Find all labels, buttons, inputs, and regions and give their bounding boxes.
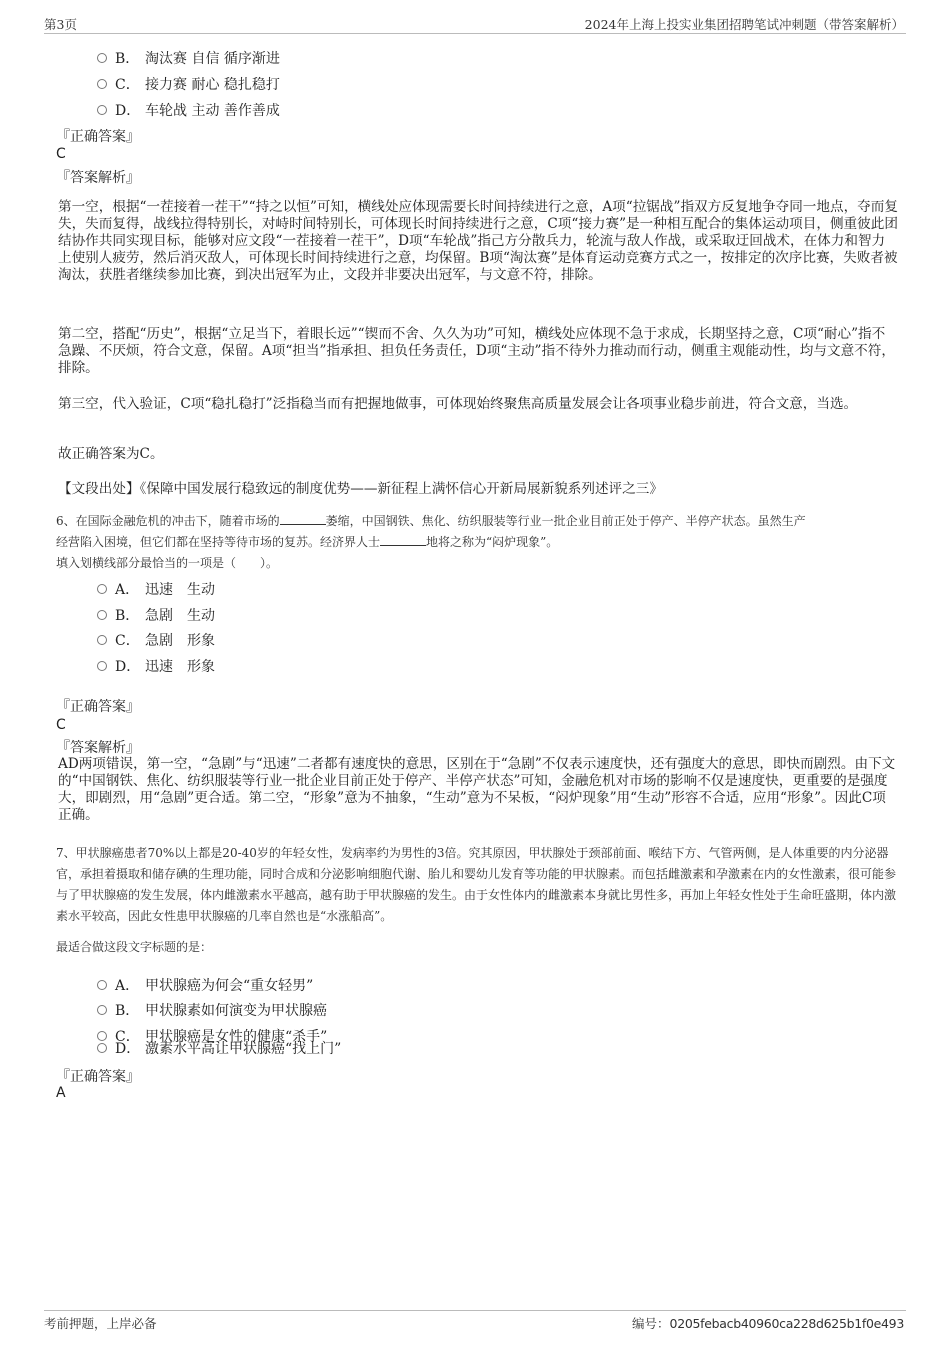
q6-stem xyxy=(56,511,906,574)
option-text: 迅速 形象 xyxy=(145,659,215,675)
option-text: 甲状腺素如何演变为甲状腺癌 xyxy=(145,1003,327,1019)
footer-slogan: 考前押题，上岸必备 xyxy=(44,1316,157,1331)
q5-analysis-paragraph-1: 第一空，根据“一茬接着一茬干”“持之以恒”可知，横线处应体现需要长时间持续进行之意，A项“拉锯战”指双方反复地争夺同一地点，夺而复失，失而复得，战线拉得特别长，对峙时间特别长，可体现长时间持续进行之意，C项“接力赛”是一种相互配合的集体运动项目，侧重彼此团结协作共同实现目标，能够对应文段“一茬接着一茬干”，D项“车轮战”指己方分散兵力，轮流与敌人作战，或采取迂回战术，在体力和智力上使别人疲劳，然后消灭敌人，可体现长时间持续进行之意，均保留。B项“淘汰赛”是体育运动竞赛方式之一，按排定的次序比赛，失败者被淘汰，获胜者继续参加比赛，到决出冠军为止，文段并非要决出冠军，与文意不符，排除。 xyxy=(58,199,898,283)
q5-answer-label: 『正确答案』 xyxy=(56,129,140,145)
q5-analysis-paragraph-3: 第三空，代入验证，C项“稳扎稳打”泛指稳当而有把握地做事，可体现始终聚焦高质量发展会让各项事业稳步前进，符合文意，当选。 xyxy=(58,396,858,412)
q5-source: 【文段出处】《保障中国发展行稳致远的制度优势——新征程上满怀信心开新局展新貌系列述评之三》 xyxy=(58,481,663,497)
radio-icon[interactable] xyxy=(97,105,107,115)
option-text: 急剧 形象 xyxy=(145,633,215,649)
option-letter: C． xyxy=(115,77,140,93)
radio-icon[interactable] xyxy=(97,1005,107,1015)
option-letter: D． xyxy=(115,1041,141,1057)
q6-answer-label: 『正确答案』 xyxy=(56,699,140,715)
option-text: 淘汰赛 自信 循序渐进 xyxy=(145,51,280,67)
option-letter: A． xyxy=(115,978,140,994)
q6-analysis-label: 『答案解析』 xyxy=(56,740,140,756)
option-text: 激素水平高让甲状腺癌“找上门” xyxy=(145,1041,342,1057)
code-label: 编号： xyxy=(632,1316,670,1331)
option-letter: C． xyxy=(115,633,140,649)
fill-blank xyxy=(280,512,326,525)
q6-instruction: 填入划横线部分最恰当的一项是（ ）。 xyxy=(56,556,279,570)
q7-answer: A xyxy=(56,1085,66,1101)
fill-blank xyxy=(380,533,426,546)
option-letter: B． xyxy=(115,51,140,67)
radio-icon[interactable] xyxy=(97,635,107,645)
radio-icon[interactable] xyxy=(97,584,107,594)
page-number: 第3页 xyxy=(44,17,77,32)
q7-stem: 7、甲状腺癌患者70%以上都是20-40岁的年轻女性，发病率约为男性的3倍。究其原因，甲状腺处于颈部前面、喉结下方、气管两侧，是人体重要的内分泌器官，承担着摄取和储存碘的生理功能，同时合成和分泌影响细胞代谢、胎儿和婴幼儿发育等功能的甲状腺素。而包括雌激素和孕激素在内的女性激素，很可能参与了甲状腺癌的发生发展，体内雌激素水平越高，越有助于甲状腺癌的发生。由于女性体内的雌激素本身就比男性多，再加上年轻女性处于生命旺盛期，体内激素水平较高，因此女性患甲状腺癌的几率自然也是“水涨船高”。 xyxy=(56,846,897,923)
footer-divider xyxy=(44,1310,906,1311)
header-divider xyxy=(44,33,906,34)
option-text: 车轮战 主动 善作善成 xyxy=(145,103,280,119)
option-text: 接力赛 耐心 稳扎稳打 xyxy=(145,77,280,93)
q6-stem-part-d: 地将之称为“闷炉现象”。 xyxy=(426,535,559,549)
option-letter: C． xyxy=(115,1029,140,1045)
radio-icon[interactable] xyxy=(97,53,107,63)
code-value: 0205febacb40960ca228d625b1f0e493 xyxy=(669,1316,904,1331)
document-code xyxy=(632,1314,904,1332)
radio-icon[interactable] xyxy=(97,1043,107,1053)
q7-prompt: 最适合做这段文字标题的是： xyxy=(56,940,213,954)
q6-answer: C xyxy=(56,717,66,733)
option-text: 急剧 生动 xyxy=(145,608,215,624)
option-text: 甲状腺癌为何会“重女轻男” xyxy=(145,978,314,994)
radio-icon[interactable] xyxy=(97,980,107,990)
q5-answer: C xyxy=(56,146,66,162)
q5-analysis-label: 『答案解析』 xyxy=(56,170,140,186)
q5-analysis-paragraph-2: 第二空，搭配“历史”，根据“立足当下，着眼长远”“锲而不舍、久久为功”可知，横线处应体现不急于求成，长期坚持之意，C项“耐心”指不急躁、不厌烦，符合文意，保留。A项“担当”指承担、担负任务责任，D项“主动”指不待外力推动而行动，侧重主观能动性，均与文意不符，排除。 xyxy=(58,326,895,376)
option-letter: B． xyxy=(115,608,140,624)
document-title: 2024年上海上投实业集团招聘笔试冲刺题（带答案解析） xyxy=(584,17,904,32)
option-text: 甲状腺癌是女性的健康“杀手” xyxy=(145,1029,328,1045)
option-text: 迅速 生动 xyxy=(145,582,215,598)
radio-icon[interactable] xyxy=(97,79,107,89)
q6-stem-part-c: 经营陷入困境，但它们都在坚持等待市场的复苏。经济界人士 xyxy=(56,535,381,549)
radio-icon[interactable] xyxy=(97,610,107,620)
option-letter: D． xyxy=(115,103,141,119)
radio-icon[interactable] xyxy=(97,1031,107,1041)
q6-stem-part-b: 萎缩，中国钢铁、焦化、纺织服装等行业一批企业目前正处于停产、半停产状态。虽然生产 xyxy=(325,514,806,528)
option-letter: D． xyxy=(115,659,141,675)
q6-analysis: AD两项错误，第一空，“急剧”与“迅速”二者都有速度快的意思，区别在于“急剧”不仅表示速度快，还有强度大的意思，即快而剧烈。由下文的“中国钢铁、焦化、纺织服装等行业一批企业目前正处于停产、半停产状态”可知，金融危机对市场的影响不仅是速度快，更重要的是强度大，即剧烈，用“急剧”更合适。第二空，“形象”意为不抽象，“生动”意为不呆板，“闷炉现象”用“生动”形容不合适，应用“形象”。因此C项正确。 xyxy=(58,756,896,823)
radio-icon[interactable] xyxy=(97,661,107,671)
q6-stem-part-a: 6、在国际金融危机的冲击下，随着市场的 xyxy=(56,514,280,528)
option-letter: B． xyxy=(115,1003,140,1019)
q5-conclusion: 故正确答案为C。 xyxy=(58,446,164,462)
option-letter: A． xyxy=(115,582,140,598)
q7-answer-label: 『正确答案』 xyxy=(56,1069,140,1085)
